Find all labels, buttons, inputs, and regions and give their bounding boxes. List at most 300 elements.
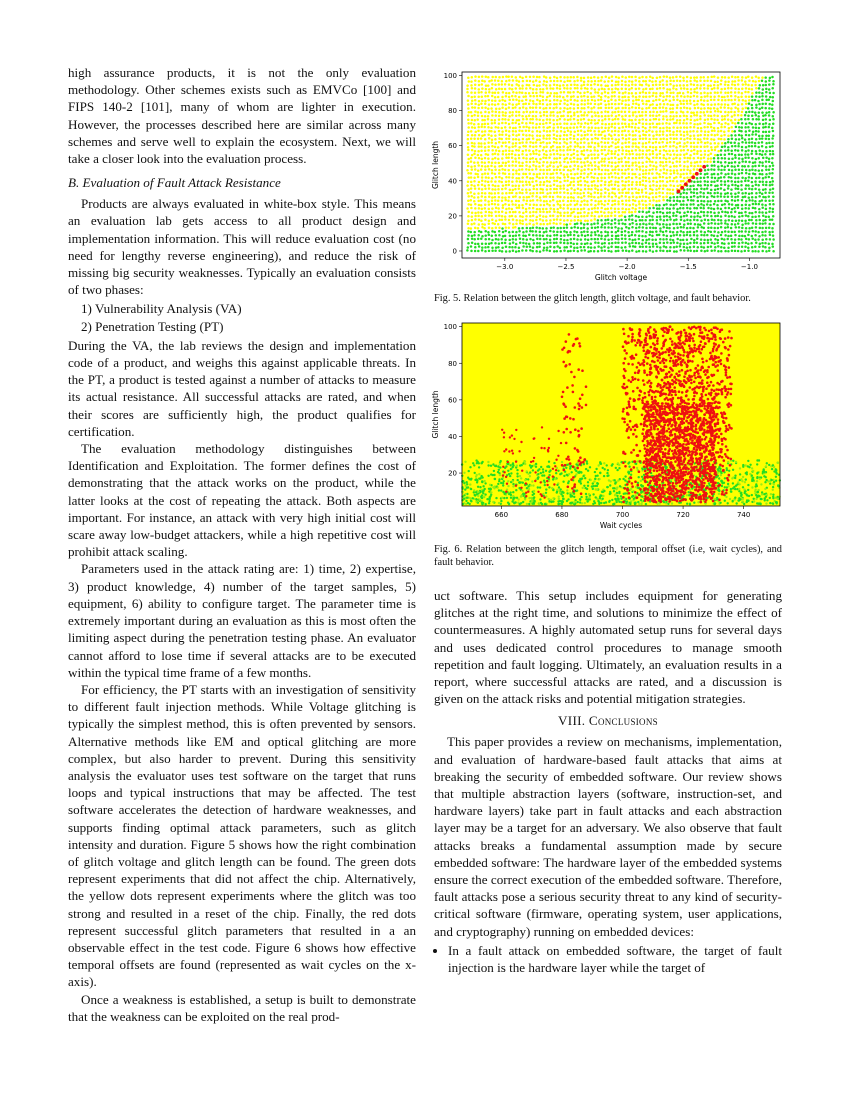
green-point <box>666 212 669 215</box>
green-point <box>668 216 671 219</box>
green-point <box>555 472 557 474</box>
yellow-point <box>518 111 521 114</box>
green-point <box>720 172 723 175</box>
yellow-point <box>546 172 549 175</box>
yellow-point <box>522 96 525 99</box>
yellow-point <box>536 84 539 87</box>
yellow-point <box>521 181 524 184</box>
yellow-point <box>651 80 654 83</box>
yellow-point <box>515 79 518 82</box>
green-point <box>754 188 757 191</box>
green-point <box>754 200 757 203</box>
green-point <box>772 496 774 498</box>
green-point <box>590 242 593 245</box>
yellow-point <box>645 107 648 110</box>
yellow-point <box>491 219 494 222</box>
yellow-point <box>699 118 702 121</box>
green-point <box>768 126 771 129</box>
yellow-point <box>536 76 539 79</box>
yellow-point <box>607 215 610 218</box>
green-point <box>689 231 692 234</box>
green-point <box>740 212 743 215</box>
yellow-point <box>615 195 618 198</box>
green-point <box>744 126 747 128</box>
paragraph: For efficiency, the PT starts with an investigation of sensitivity to different fault injection methods. While Voltage glitching is typically the simplest method, this is often prevented by sensors. Alternative methods like EM and optical glitching are more complex, but also harder to prevent. During this sensitivity analysis the evaluator uses test software on the target that runs loops and typical instructions that may be affected. The test software accelerates the detection of hardware weaknesses, and supports finding optimal attack parameters, such as glitch intensity and duration. Figure 5 shows how the right combination of glitch voltage and glitch length can be found. The green dots represent experiments that did not affect the chip. Alternatively, the yellow dots represent experiments where the glitch was too strong and resulted in a reset of the chip. Finally, the red dots represent successful glitch parameters that resulted in a an observable effect in the test code. Figure 6 shows how effective temporal offsets are found (represented as wait cycles on the x-axis). <box>68 681 416 990</box>
yellow-point <box>583 130 586 133</box>
yellow-point <box>689 138 692 141</box>
yellow-point <box>577 104 580 107</box>
yellow-point <box>543 153 546 156</box>
yellow-point <box>511 84 513 87</box>
yellow-point <box>566 95 569 98</box>
yellow-point <box>700 84 703 87</box>
paragraph: The evaluation methodology distinguishes between Identification and Exploitation. The former defines the cost of demonstrating that the attack works on the product, while the latter looks at the cost of repeating the attack. Both aspects are important. For instance, an attack with very high initial cost will scare away low-budget attackers, while a high repetitive cost will prohibit attack scaling. <box>68 441 416 560</box>
yellow-point <box>601 76 604 79</box>
yellow-point <box>651 168 654 171</box>
yellow-point <box>553 210 556 213</box>
yellow-point <box>478 134 481 137</box>
green-point <box>693 219 696 222</box>
green-point <box>607 231 610 234</box>
yellow-point <box>572 95 575 98</box>
green-point <box>529 249 532 252</box>
green-point <box>652 212 655 215</box>
green-point <box>594 234 597 237</box>
yellow-point <box>514 145 517 148</box>
green-point <box>748 102 751 105</box>
yellow-point <box>525 122 528 125</box>
yellow-point <box>611 176 614 179</box>
yellow-point <box>577 96 580 99</box>
green-point <box>726 200 729 203</box>
yellow-point <box>591 164 594 167</box>
yellow-point <box>556 80 559 83</box>
yellow-point <box>542 173 545 176</box>
yellow-point <box>669 165 672 168</box>
yellow-point <box>652 156 655 159</box>
yellow-point <box>672 115 675 118</box>
yellow-point <box>658 187 661 190</box>
yellow-point <box>615 138 618 141</box>
yellow-point <box>514 157 517 160</box>
yellow-point <box>666 80 669 83</box>
yellow-point <box>580 161 583 164</box>
yellow-point <box>655 80 658 83</box>
yellow-point <box>632 142 635 145</box>
green-point <box>769 203 772 206</box>
green-point <box>470 250 473 253</box>
green-point <box>740 134 743 137</box>
green-point <box>744 196 747 199</box>
yellow-point <box>707 84 710 87</box>
yellow-point <box>474 119 477 122</box>
yellow-point <box>697 100 700 103</box>
yellow-point <box>635 168 638 171</box>
green-point <box>747 153 750 156</box>
yellow-point <box>535 141 538 144</box>
yellow-point <box>481 83 484 86</box>
yellow-point <box>622 184 625 187</box>
green-point <box>641 496 643 498</box>
green-point <box>757 146 760 149</box>
green-point <box>474 246 477 249</box>
yellow-point <box>522 173 525 176</box>
green-point <box>762 215 765 218</box>
green-point <box>745 134 748 137</box>
yellow-point <box>686 137 689 140</box>
green-point <box>772 180 775 183</box>
yellow-point <box>548 134 551 137</box>
yellow-point <box>556 208 559 211</box>
green-point <box>526 227 529 230</box>
green-point <box>655 250 658 253</box>
yellow-point <box>580 141 583 144</box>
yellow-point <box>738 99 741 102</box>
green-point <box>754 169 757 172</box>
yellow-point <box>614 208 617 211</box>
green-point <box>542 468 544 470</box>
green-point <box>549 250 552 253</box>
yellow-point <box>580 79 583 82</box>
yellow-point <box>635 115 638 118</box>
yellow-point <box>625 153 628 156</box>
yellow-point <box>478 204 481 207</box>
yellow-point <box>741 76 744 79</box>
green-point <box>689 250 692 253</box>
green-point <box>662 212 665 215</box>
yellow-point <box>539 142 542 145</box>
green-point <box>477 243 480 246</box>
yellow-point <box>662 157 665 160</box>
yellow-point <box>628 84 631 87</box>
yellow-point <box>587 145 590 148</box>
green-point <box>515 243 518 246</box>
green-point <box>614 241 617 244</box>
yellow-point <box>645 196 648 199</box>
yellow-point <box>644 200 647 203</box>
yellow-point <box>494 104 497 107</box>
yellow-point <box>471 100 474 103</box>
green-point <box>771 103 774 106</box>
yellow-point <box>474 203 477 206</box>
yellow-point <box>549 76 552 79</box>
yellow-point <box>641 111 644 114</box>
yellow-point <box>583 137 586 140</box>
yellow-point <box>608 126 611 129</box>
green-point <box>716 184 719 187</box>
yellow-point <box>604 91 607 94</box>
green-point <box>765 88 768 91</box>
yellow-point <box>641 189 644 192</box>
green-point <box>764 76 767 79</box>
green-point <box>696 250 699 253</box>
yellow-point <box>487 115 490 118</box>
yellow-point <box>676 79 679 82</box>
yellow-point <box>607 153 610 156</box>
yellow-point <box>535 145 538 148</box>
yellow-point <box>525 141 528 144</box>
yellow-point <box>594 99 597 102</box>
yellow-point <box>487 153 490 156</box>
green-point <box>580 222 583 225</box>
yellow-point <box>501 196 504 199</box>
green-point <box>720 180 723 183</box>
yellow-point <box>566 84 569 87</box>
green-point <box>724 142 727 145</box>
yellow-point <box>733 114 736 117</box>
yellow-point <box>562 138 565 141</box>
yellow-point <box>604 157 607 160</box>
yellow-point <box>471 142 474 145</box>
green-point <box>754 99 757 102</box>
green-point <box>497 238 500 241</box>
green-point <box>645 250 648 253</box>
yellow-point <box>597 115 600 118</box>
yellow-point <box>567 130 570 133</box>
yellow-point <box>642 195 645 198</box>
green-point <box>727 226 730 229</box>
yellow-point <box>642 122 645 125</box>
yellow-point <box>559 191 562 194</box>
x-tick-label: −3.0 <box>496 263 514 271</box>
green-point <box>757 100 760 103</box>
yellow-point <box>666 118 669 121</box>
green-point <box>667 503 669 505</box>
yellow-point <box>518 146 521 149</box>
green-point <box>731 203 734 206</box>
yellow-point <box>618 149 621 152</box>
yellow-point <box>487 95 490 98</box>
yellow-point <box>518 96 521 99</box>
yellow-point <box>480 154 483 157</box>
yellow-point <box>498 176 501 179</box>
green-point <box>522 242 525 245</box>
yellow-point <box>634 187 637 190</box>
yellow-point <box>604 208 607 211</box>
green-point <box>683 212 686 215</box>
yellow-point <box>608 176 611 179</box>
yellow-point <box>584 122 587 125</box>
green-point <box>738 134 741 137</box>
yellow-point <box>518 138 521 141</box>
yellow-point <box>680 169 683 172</box>
yellow-point <box>532 118 535 121</box>
green-point <box>635 230 638 233</box>
yellow-point <box>686 130 689 133</box>
yellow-point <box>696 119 699 122</box>
yellow-point <box>591 115 594 118</box>
yellow-point <box>528 114 531 117</box>
yellow-point <box>662 118 665 121</box>
yellow-point <box>672 84 675 87</box>
yellow-point <box>621 122 624 125</box>
yellow-point <box>515 164 518 167</box>
yellow-point <box>532 92 535 95</box>
yellow-point <box>662 95 665 98</box>
yellow-point <box>737 114 740 117</box>
green-point <box>735 461 737 463</box>
green-point <box>515 234 518 237</box>
yellow-point <box>525 183 528 186</box>
yellow-point <box>713 114 716 117</box>
yellow-point <box>610 145 613 148</box>
yellow-point <box>580 122 583 125</box>
yellow-point <box>696 168 699 171</box>
yellow-point <box>689 107 692 110</box>
figure-5 <box>431 64 782 282</box>
yellow-point <box>676 185 679 188</box>
yellow-point <box>567 200 570 203</box>
yellow-point <box>624 91 627 94</box>
yellow-point <box>539 107 542 110</box>
green-point <box>768 99 771 102</box>
yellow-point <box>751 84 754 87</box>
green-point <box>522 234 525 237</box>
green-point <box>690 238 693 241</box>
yellow-point <box>478 188 481 191</box>
green-point <box>611 231 614 234</box>
yellow-point <box>508 176 511 179</box>
green-point <box>737 207 740 210</box>
green-point <box>689 234 692 237</box>
yellow-point <box>656 111 659 114</box>
yellow-point <box>543 204 546 207</box>
yellow-point <box>713 118 716 121</box>
green-point <box>635 227 638 230</box>
yellow-point <box>584 134 587 137</box>
yellow-point <box>720 126 723 129</box>
yellow-point <box>706 160 709 163</box>
yellow-point <box>649 88 652 91</box>
green-point <box>745 130 748 133</box>
yellow-point <box>563 141 566 144</box>
green-point <box>474 243 477 246</box>
green-point <box>501 246 504 249</box>
yellow-point <box>553 99 556 102</box>
yellow-point <box>494 122 497 125</box>
yellow-point <box>490 165 493 168</box>
yellow-point <box>508 196 511 199</box>
yellow-point <box>614 118 617 121</box>
yellow-point <box>679 76 682 79</box>
yellow-point <box>501 215 504 218</box>
yellow-point <box>556 84 559 87</box>
yellow-point <box>714 146 717 149</box>
yellow-point <box>632 196 635 199</box>
yellow-point <box>625 199 628 202</box>
yellow-point <box>501 130 504 133</box>
yellow-point <box>696 95 699 98</box>
yellow-point <box>570 130 573 133</box>
green-point <box>761 111 764 114</box>
yellow-point <box>494 162 497 165</box>
green-point <box>734 134 737 137</box>
green-point <box>707 200 710 203</box>
yellow-point <box>634 211 637 214</box>
yellow-point <box>529 106 532 109</box>
green-point <box>490 465 492 467</box>
yellow-point <box>693 114 696 117</box>
yellow-point <box>614 157 617 160</box>
green-point <box>644 219 647 222</box>
yellow-point <box>638 119 641 122</box>
yellow-point <box>470 227 473 230</box>
yellow-point <box>491 172 494 175</box>
yellow-point <box>576 150 579 153</box>
yellow-point <box>553 161 556 164</box>
yellow-point <box>507 76 510 79</box>
yellow-point <box>590 103 593 106</box>
green-point <box>645 227 648 230</box>
green-point <box>515 231 518 234</box>
yellow-point <box>478 218 481 221</box>
yellow-point <box>675 176 678 179</box>
yellow-point <box>516 207 519 210</box>
green-point <box>481 235 484 238</box>
yellow-point <box>618 177 621 180</box>
yellow-point <box>470 181 473 184</box>
yellow-point <box>515 200 518 203</box>
yellow-point <box>604 173 607 176</box>
yellow-point <box>579 126 582 129</box>
yellow-point <box>655 157 658 160</box>
green-point <box>628 238 631 241</box>
yellow-point <box>628 199 631 202</box>
green-point <box>730 234 733 237</box>
yellow-point <box>624 95 627 98</box>
green-point <box>765 84 768 87</box>
yellow-point <box>487 181 490 184</box>
green-point <box>772 123 775 126</box>
yellow-point <box>646 156 649 159</box>
yellow-point <box>566 173 569 176</box>
yellow-point <box>474 87 477 90</box>
green-point <box>675 223 678 226</box>
green-point <box>590 223 593 226</box>
yellow-point <box>590 96 593 99</box>
yellow-point <box>651 103 654 106</box>
yellow-point <box>556 87 559 90</box>
green-point <box>484 238 487 241</box>
yellow-point <box>669 176 672 179</box>
yellow-point <box>724 115 727 118</box>
yellow-point <box>471 145 474 148</box>
green-point <box>733 245 736 248</box>
yellow-point <box>696 123 699 126</box>
yellow-point <box>573 180 576 183</box>
green-point <box>676 231 679 234</box>
yellow-point <box>535 180 538 183</box>
green-point <box>526 503 528 505</box>
yellow-point <box>597 138 600 141</box>
yellow-point <box>648 92 651 95</box>
green-point <box>604 249 607 252</box>
yellow-point <box>494 119 497 122</box>
green-point <box>580 227 583 230</box>
green-point <box>772 100 775 103</box>
yellow-point <box>665 185 668 188</box>
yellow-point <box>680 149 683 152</box>
green-point <box>676 211 679 214</box>
green-point <box>645 239 648 242</box>
green-point <box>706 211 709 214</box>
green-point <box>710 222 713 225</box>
green-point <box>744 114 747 117</box>
yellow-point <box>471 219 474 222</box>
green-point <box>713 168 716 171</box>
yellow-point <box>690 150 693 153</box>
yellow-point <box>566 149 569 152</box>
